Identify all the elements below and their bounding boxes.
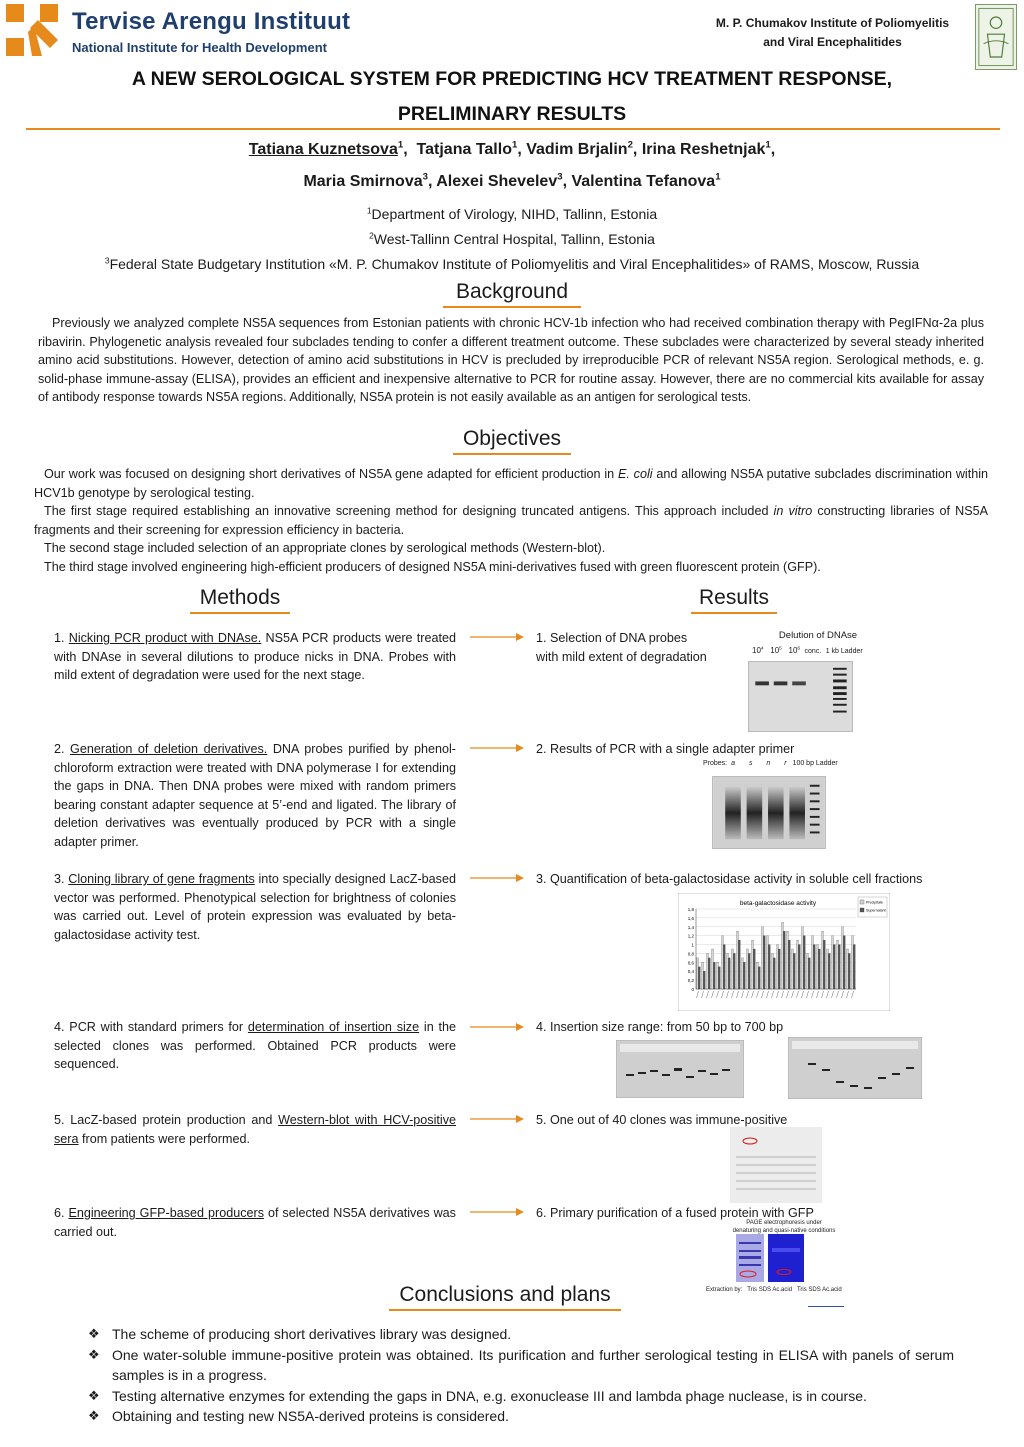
beta-galactosidase-chart [678,893,890,1011]
chart-bar [763,936,765,989]
y-tick-label: 1 [691,942,694,948]
chart-bar [782,922,784,989]
arrow-right-icon [470,632,524,642]
chart-bar [753,949,755,989]
y-tick-label: 1,2 [687,933,694,939]
author-presenting: Tatiana Kuznetsova [248,141,398,158]
arrow-right-icon [470,1022,524,1032]
chart-bar [762,927,764,989]
chart-bar [743,962,745,989]
dnase-gel-title: Delution of DNAse [778,630,858,641]
chart-bar [773,958,775,989]
conclusions-list [82,1324,954,1427]
chart-bar [823,940,825,989]
method-step-1: 1. Nicking PCR product with DNAse. NS5A PCR products were treated with DNAse in several dilutions to produce nicks in DNA. Probes with mild extent of degradation were used for the next stage. [54,631,456,682]
chart-bar [712,949,714,989]
chart-bar [698,967,700,989]
dnase-gel-image [748,661,853,732]
result-4-text: 4. Insertion size range: from 50 bp to 700 bp [536,1020,784,1034]
y-tick-label: 0,2 [687,978,694,984]
chart-bar [847,949,849,989]
chart-bar [747,949,749,989]
background-text: Previously we analyzed complete NS5A sequences from Estonian patients with chronic HCV-1b infection who had received combination therapy with PegIFNα-2a plus ribavirin. Phylogenetic analysis revealed four subclades tending to confer a different treatment outcome. These subclades were characterized by several steady inherited amino acid substitutions. However, detection of amino acid substitutions in HCV is precluded by irreproducible PCR of relevant NS5A region. Serological methods, e. g. solid-phase immune-assay (ELISA), provides an efficient and inexpensive alternative to PCR for routine assay. However, there are no commercial kits available for assay of antibody response towards NS5A regions. Additionally, NS5A protein is not easily available as an antigen for serological tests. [38,316,984,404]
method-step-4: 4. PCR with standard primers for determination of insertion size in the selected clones was performed. Obtained PCR products were sequenced. [54,1020,456,1071]
chart-bar [807,953,809,989]
arrow-right-icon [470,1207,524,1217]
chart-legend [858,897,887,917]
author: Alexei Shevelev [436,173,558,190]
result-5-text: 5. One out of 40 clones was immune-positive [536,1113,788,1127]
chart-bar [758,967,760,989]
western-blot-image [730,1127,822,1203]
method-step-3: 3. Cloning library of gene fragments into specially designed LacZ-based vector was performed. Phenotypical selection for brightness of colonies was carried out. Level of protein expression was evaluated by beta-galactosidase activity test. [54,872,456,942]
chart-bar [832,936,834,989]
org-subtitle: National Institute for Health Development [72,40,327,55]
chart-bar [812,936,814,989]
chart-bar [818,949,820,989]
result-3-text: 3. Quantification of beta-galactosidase activity in soluble cell fractions [536,872,923,886]
chart-bar [787,931,789,989]
chart-bar [713,962,715,989]
result-2-text: 2. Results of PCR with a single adapter primer [536,742,795,756]
chart-bar [778,949,780,989]
chart-bar [803,936,805,989]
chart-bar [792,949,794,989]
chart-bar [772,953,774,989]
chart-bar [752,940,754,989]
chart-bar [822,931,824,989]
diamond-bullet-icon: ❖ [88,1408,100,1423]
affiliation: $^3$Federal State Budgetary Institution «M. P. Chumakov Institute of Poliomyelitis and Viral Encephalitides» of RAMS, Moscow, Russia [104,255,920,272]
background-heading: Background [412,280,612,308]
insertion-gel-image-1 [616,1040,744,1098]
y-tick-label: 1,6 [687,915,694,921]
chart-bar [748,953,750,989]
chart-bar [757,962,759,989]
arrow-right-icon [470,873,524,883]
list-item: ❖ Testing alternative enzymes for extending the gaps in DNA, e.g. exonuclease III and lambda phage nuclease, is in course. [82,1386,954,1407]
chart-bar [813,945,815,989]
conclusions-heading: Conclusions and plans [370,1283,640,1311]
author: Tatjana Tallo [416,141,512,158]
y-tick-label: 1,8 [687,907,694,912]
page-gel-denaturing [736,1234,764,1282]
poster-title: A NEW SEROLOGICAL SYSTEM FOR PREDICTING HCV TREATMENT RESPONSE, PRELIMINARY RESULTS [131,68,893,125]
objectives-text: Our work was focused on designing short derivatives of NS5A gene adapted for efficient production in E. coli and allowing NS5A putative subclades discrimination within HCV1b genotype by serological testing. The first stage required establishing an innovative screening method for designing truncated antigens. This approach included in vitro constructing libraries of NS5A fragments and their screening for expression efficiency in bacteria. The second stage included selection of an appropriate clones by serological methods (Western-blot). The third stage involved engineering high-efficient producers of designed NS5A mini-derivatives fused with green fluorescent protein (GFP). [34,467,989,574]
chart-bar [827,949,829,989]
org-name: Tervise Arengu Instituut [72,8,351,35]
method-step-6: 6. Engineering GFP-based producers of selected NS5A derivatives was carried out. [54,1206,456,1239]
chart-bar [797,940,799,989]
list-item: ❖ One water-soluble immune-positive protein was obtained. Its purification and further serological testing in ELISA with panels of serum samples is in a progress. [88,1346,954,1383]
chumakov-emblem-icon [975,4,1017,70]
objectives-heading: Objectives [412,427,612,455]
y-tick-label: 0,4 [687,969,694,975]
chart-bar [718,967,720,989]
list-item: ❖ Obtaining and testing new NS5A-derived proteins is considered. [82,1406,954,1427]
method-step-5: 5. LacZ-based protein production and Western-blot with HCV-positive sera from patients were performed. [54,1113,457,1146]
chart-bar [808,958,810,989]
chart-bar [728,958,730,989]
y-tick-label: 1,4 [687,924,694,930]
chart-bar [777,945,779,989]
chart-bar [738,940,740,989]
chart-bar [848,953,850,989]
legend-label: Precipitate [866,900,883,905]
chart-bar [768,945,770,989]
y-tick-label: 0,6 [687,960,694,966]
diamond-bullet-icon: ❖ [88,1346,100,1362]
partner-institute: M. P. Chumakov Institute of Poliomyelitis and Viral Encephalitides [715,16,950,49]
arrow-right-icon [470,743,524,753]
chart-bar [798,945,800,989]
result-6-text: 6. Primary purification of a fused protein with GFP [536,1206,814,1220]
methods-heading: Methods [140,586,340,614]
decorative-rule [808,1306,844,1307]
chart-bar [817,945,819,989]
chart-bar [783,931,785,989]
chart-bar [767,936,769,989]
diamond-bullet-icon: ❖ [88,1326,100,1341]
chart-bar [708,958,710,989]
affiliation: $^1$Department of Virology, NIHD, Tallinn, Estonia [366,205,658,222]
title-divider [26,128,1000,130]
chart-bar [742,958,744,989]
results-heading: Results [634,586,834,614]
y-tick-label: 0,8 [687,951,694,957]
method-step-2: 2. Generation of deletion derivatives. DNA probes purified by phenol-chloroform extraction were treated with DNA polymerase I for extending the gaps in DNA. Then DNA probes were mixed with random primers bearing constant adapter sequence at 5’-end and ligated. The library of deletion derivatives was eventually produced by PCR with a single adapter primer. [54,742,457,849]
page-gel-native [768,1234,804,1282]
list-item: ❖ The scheme of producing short derivatives library was designed. [82,1324,954,1345]
chart-bar [842,927,844,989]
chart-bar [788,940,790,989]
chart-bar [852,936,854,989]
legend-swatch [860,900,864,904]
chart-bar [802,927,804,989]
chart-bar [853,945,855,989]
chart-title: beta-galactosidase activity [739,900,817,907]
author: Maria Smirnova [303,173,423,190]
legend-label: Supernatant [866,908,886,913]
affiliation: $^2$West-Tallinn Central Hospital, Tallinn, Estonia [369,230,655,247]
result-1-text: 1. Selection of DNA probes with mild extent of degradation [536,631,707,664]
chart-bar [838,945,840,989]
extraction-buffers: Extraction by: Tris SDS Ac.acid Tris SDS Ac.acid [706,1287,842,1293]
y-tick-label: 0 [691,987,694,992]
dnase-gel-lane-labels: $10^4$ $10^5$ $10^6$ conc. 1 kb Ladder [752,646,863,655]
chart-bar [727,953,729,989]
chart-bar [833,945,835,989]
tai-logo-icon [4,2,60,58]
chart-bar [828,953,830,989]
pcr-gel-image [712,776,826,849]
legend-swatch [860,908,864,912]
diamond-bullet-icon: ❖ [88,1387,100,1403]
chart-bar [843,936,845,989]
chart-bar [707,953,709,989]
pcr-gel-lane-labels: Probes: a s n r 100 bp Ladder [703,760,838,767]
chart-bar [702,962,704,989]
chart-bar [733,953,735,989]
page-caption: PAGE electrophoresis under denaturing and quasi-native conditions [732,1220,836,1234]
chart-bar [722,936,724,989]
chart-bar [737,931,739,989]
author: Valentina Tefanova [571,173,716,190]
chart-bar [703,971,705,989]
arrow-right-icon [470,1114,524,1124]
chart-bar [723,945,725,989]
author: Vadim Brjalin [526,141,628,158]
chart-bar [793,953,795,989]
author-list: Tatiana Kuznetsova$^1$, Tatjana Tallo$^1$, Vadim Brjalin$^2$, Irina Reshetnjak$^1$, Maria Smirnova$^3$, Alexei Shevelev$^3$, Valentina Tefanova$^1$ [248,139,776,190]
insertion-gel-image-2 [788,1037,922,1099]
author: Irina Reshetnjak [641,141,766,158]
chart-bar [717,962,719,989]
chart-bar [837,940,839,989]
chart-bar [697,958,699,989]
chart-bar [732,949,734,989]
